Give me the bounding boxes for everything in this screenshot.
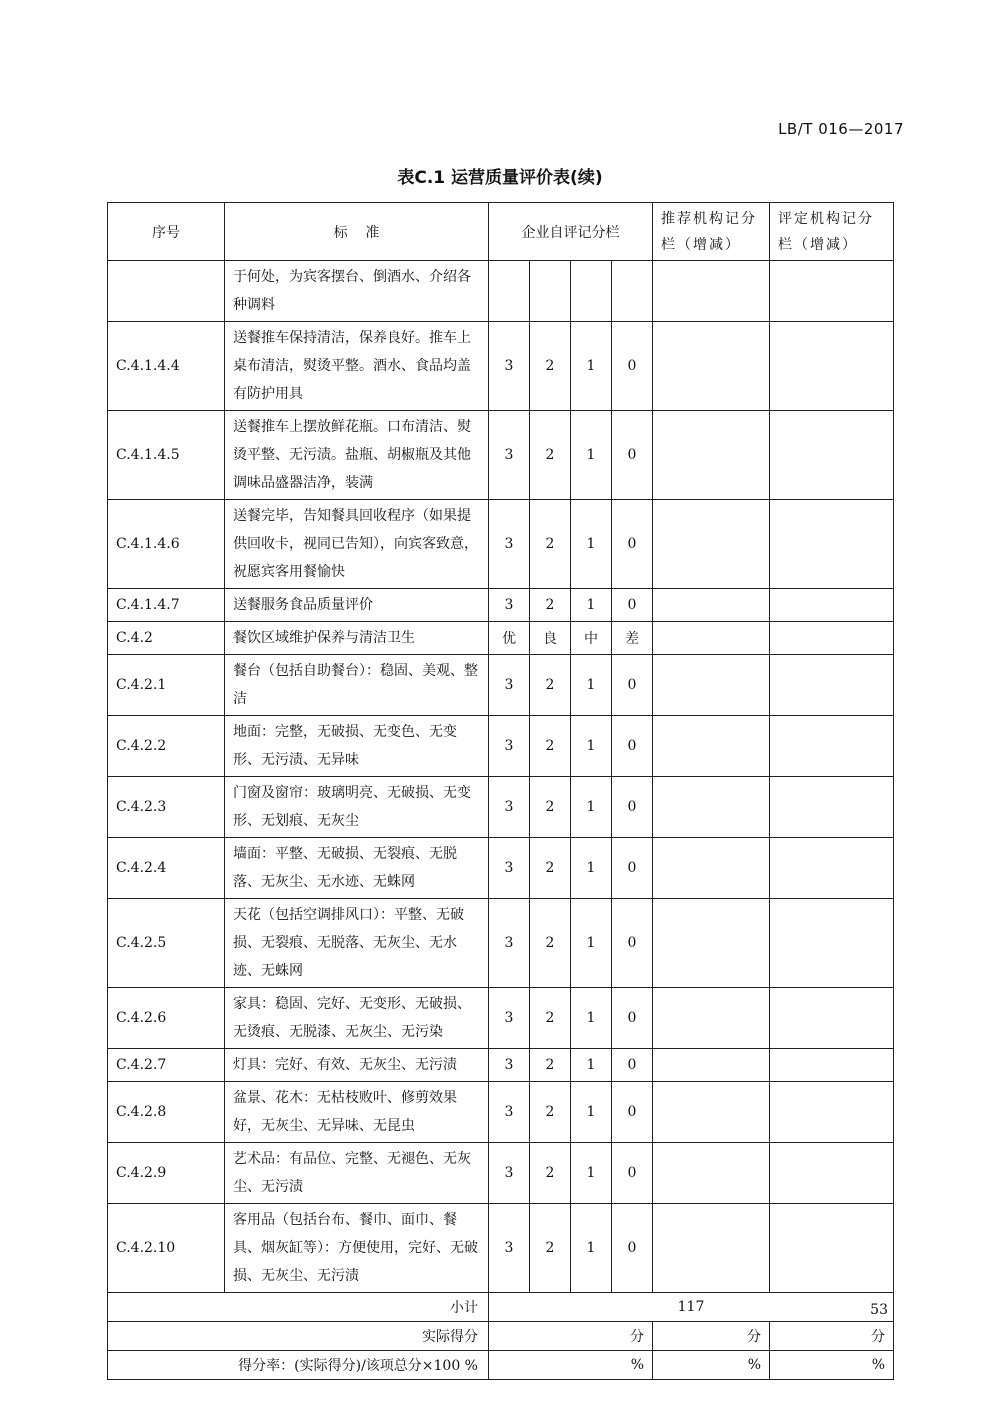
row-evaluate-score [770, 777, 894, 838]
header-evaluate: 评定机构记分栏（增减） [770, 203, 894, 261]
table-row [108, 500, 894, 589]
row-seq: C.4.2.2 [108, 716, 225, 777]
table-row [108, 988, 894, 1049]
row-recommend-score [653, 655, 770, 716]
row-score-1: 3 [489, 716, 530, 777]
row-recommend-score [653, 589, 770, 622]
row-score-1 [489, 261, 530, 322]
row-recommend-score [653, 838, 770, 899]
table-row [108, 261, 894, 322]
row-score-3: 1 [571, 1049, 612, 1082]
row-score-4: 0 [612, 411, 653, 500]
row-evaluate-score [770, 1082, 894, 1143]
row-score-3: 1 [571, 500, 612, 589]
row-score-3 [571, 261, 612, 322]
row-standard-text: 墙面：平整、无破损、无裂痕、无脱落、无灰尘、无水迹、无蛛网 [225, 838, 489, 899]
row-score-2: 2 [530, 500, 571, 589]
row-seq: C.4.2.6 [108, 988, 225, 1049]
score-rate-label: 得分率：(实际得分)/该项总分×100 % [108, 1351, 489, 1380]
row-seq: C.4.2.9 [108, 1143, 225, 1204]
table-row [108, 1049, 894, 1082]
row-score-4: 0 [612, 899, 653, 988]
row-evaluate-score [770, 622, 894, 655]
subtotal-label: 小计 [108, 1293, 489, 1322]
row-seq: C.4.2.5 [108, 899, 225, 988]
row-seq [108, 261, 225, 322]
row-score-2: 2 [530, 716, 571, 777]
row-recommend-score [653, 322, 770, 411]
row-score-2: 2 [530, 899, 571, 988]
table-row [108, 777, 894, 838]
page-number: 53 [870, 1302, 888, 1318]
row-score-3: 1 [571, 777, 612, 838]
actual-score-row [108, 1322, 894, 1351]
row-evaluate-score [770, 1049, 894, 1082]
row-score-3: 1 [571, 1082, 612, 1143]
row-seq: C.4.1.4.4 [108, 322, 225, 411]
row-score-4: 0 [612, 777, 653, 838]
row-score-3: 1 [571, 1204, 612, 1293]
row-score-4: 0 [612, 655, 653, 716]
row-evaluate-score [770, 716, 894, 777]
row-standard-text: 盆景、花木：无枯枝败叶、修剪效果好，无灰尘、无异味、无昆虫 [225, 1082, 489, 1143]
row-score-2: 2 [530, 589, 571, 622]
actual-score-self: 分 [489, 1322, 653, 1351]
row-score-4: 0 [612, 589, 653, 622]
row-recommend-score [653, 777, 770, 838]
row-standard-text: 家具：稳固、完好、无变形、无破损、无烫痕、无脱漆、无灰尘、无污染 [225, 988, 489, 1049]
row-standard-text: 送餐服务食品质量评价 [225, 589, 489, 622]
row-score-2: 2 [530, 411, 571, 500]
row-score-1: 3 [489, 655, 530, 716]
row-standard-text: 餐台（包括自助餐台）：稳固、美观、整洁 [225, 655, 489, 716]
row-score-1: 优 [489, 622, 530, 655]
row-standard-text: 地面：完整，无破损、无变色、无变形、无污渍、无异味 [225, 716, 489, 777]
row-score-3: 1 [571, 716, 612, 777]
row-recommend-score [653, 1049, 770, 1082]
row-score-4: 0 [612, 500, 653, 589]
row-evaluate-score [770, 1143, 894, 1204]
row-score-2: 2 [530, 1049, 571, 1082]
row-standard-text: 餐饮区域维护保养与清洁卫生 [225, 622, 489, 655]
row-score-3: 1 [571, 988, 612, 1049]
row-seq: C.4.1.4.7 [108, 589, 225, 622]
row-recommend-score [653, 1143, 770, 1204]
row-seq: C.4.2.7 [108, 1049, 225, 1082]
row-score-3: 1 [571, 838, 612, 899]
row-standard-text: 客用品（包括台布、餐巾、面巾、餐具、烟灰缸等）：方便使用，完好、无破损、无灰尘、无污渍 [225, 1204, 489, 1293]
row-evaluate-score [770, 589, 894, 622]
row-evaluate-score [770, 322, 894, 411]
row-seq: C.4.2.8 [108, 1082, 225, 1143]
row-recommend-score [653, 500, 770, 589]
row-evaluate-score [770, 500, 894, 589]
row-score-4: 差 [612, 622, 653, 655]
table-row [108, 899, 894, 988]
table-body [108, 261, 894, 1293]
row-score-2: 2 [530, 1143, 571, 1204]
header-self-eval: 企业自评记分栏 [489, 203, 653, 261]
row-score-4: 0 [612, 716, 653, 777]
row-score-1: 3 [489, 1143, 530, 1204]
row-score-2: 2 [530, 777, 571, 838]
table-row [108, 1143, 894, 1204]
row-evaluate-score [770, 411, 894, 500]
row-recommend-score [653, 899, 770, 988]
row-standard-text: 送餐完毕，告知餐具回收程序（如果提供回收卡，视同已告知），向宾客致意，祝愿宾客用餐愉快 [225, 500, 489, 589]
table-row [108, 322, 894, 411]
table-header-row [108, 203, 894, 261]
row-seq: C.4.1.4.6 [108, 500, 225, 589]
row-score-4: 0 [612, 1049, 653, 1082]
score-rate-recommend: % [653, 1351, 770, 1380]
row-standard-text: 天花（包括空调排风口）：平整、无破损、无裂痕、无脱落、无灰尘、无水迹、无蛛网 [225, 899, 489, 988]
row-seq: C.4.2.1 [108, 655, 225, 716]
row-score-1: 3 [489, 500, 530, 589]
row-standard-text: 送餐推车保持清洁，保养良好。推车上桌布清洁，熨烫平整。酒水、食品均盖有防护用具 [225, 322, 489, 411]
row-evaluate-score [770, 988, 894, 1049]
row-score-4: 0 [612, 322, 653, 411]
header-recommend: 推荐机构记分栏（增减） [653, 203, 770, 261]
evaluation-table [107, 202, 894, 1380]
row-score-2: 2 [530, 322, 571, 411]
header-seq: 序号 [108, 203, 225, 261]
row-recommend-score [653, 1082, 770, 1143]
row-score-2: 2 [530, 838, 571, 899]
row-seq: C.4.2.4 [108, 838, 225, 899]
row-recommend-score [653, 1204, 770, 1293]
table-row [108, 411, 894, 500]
row-recommend-score [653, 261, 770, 322]
row-score-2: 良 [530, 622, 571, 655]
row-score-3: 1 [571, 655, 612, 716]
table-row [108, 838, 894, 899]
header-standard: 标 准 [225, 203, 489, 261]
row-score-3: 1 [571, 1143, 612, 1204]
row-score-4: 0 [612, 1143, 653, 1204]
row-evaluate-score [770, 261, 894, 322]
row-score-2: 2 [530, 655, 571, 716]
row-standard-text: 门窗及窗帘：玻璃明亮、无破损、无变形、无划痕、无灰尘 [225, 777, 489, 838]
table-row [108, 1082, 894, 1143]
row-score-3: 1 [571, 411, 612, 500]
row-evaluate-score [770, 838, 894, 899]
subtotal-row [108, 1293, 894, 1322]
standard-code: LB/T 016—2017 [778, 120, 904, 138]
row-score-4: 0 [612, 838, 653, 899]
score-rate-self: % [489, 1351, 653, 1380]
row-seq: C.4.1.4.5 [108, 411, 225, 500]
row-score-3: 中 [571, 622, 612, 655]
table-row [108, 716, 894, 777]
row-score-1: 3 [489, 1204, 530, 1293]
score-rate-row [108, 1351, 894, 1380]
row-standard-text: 送餐推车上摆放鲜花瓶。口布清洁、熨烫平整、无污渍。盐瓶、胡椒瓶及其他调味品盛器洁净，装满 [225, 411, 489, 500]
row-seq: C.4.2.3 [108, 777, 225, 838]
row-recommend-score [653, 988, 770, 1049]
table-row [108, 655, 894, 716]
row-score-4: 0 [612, 1082, 653, 1143]
subtotal-value: 117 [489, 1293, 894, 1322]
row-score-1: 3 [489, 411, 530, 500]
actual-score-recommend: 分 [653, 1322, 770, 1351]
row-score-1: 3 [489, 589, 530, 622]
row-score-1: 3 [489, 838, 530, 899]
row-standard-text: 艺术品：有品位、完整、无褪色、无灰尘、无污渍 [225, 1143, 489, 1204]
row-seq: C.4.2 [108, 622, 225, 655]
row-score-2: 2 [530, 1082, 571, 1143]
table-row [108, 622, 894, 655]
row-score-4 [612, 261, 653, 322]
row-recommend-score [653, 716, 770, 777]
row-standard-text: 灯具：完好、有效、无灰尘、无污渍 [225, 1049, 489, 1082]
row-score-1: 3 [489, 1082, 530, 1143]
row-score-1: 3 [489, 322, 530, 411]
table-row [108, 1204, 894, 1293]
row-score-3: 1 [571, 899, 612, 988]
table-title: 表C.1 运营质量评价表(续) [397, 168, 603, 188]
row-seq: C.4.2.10 [108, 1204, 225, 1293]
row-score-1: 3 [489, 777, 530, 838]
row-standard-text: 于何处，为宾客摆台、倒酒水、介绍各种调料 [225, 261, 489, 322]
row-score-2: 2 [530, 988, 571, 1049]
row-recommend-score [653, 411, 770, 500]
actual-score-label: 实际得分 [108, 1322, 489, 1351]
actual-score-evaluate: 分 [770, 1322, 894, 1351]
row-score-1: 3 [489, 988, 530, 1049]
row-score-2 [530, 261, 571, 322]
row-score-1: 3 [489, 1049, 530, 1082]
row-evaluate-score [770, 1204, 894, 1293]
row-score-2: 2 [530, 1204, 571, 1293]
score-rate-evaluate: % [770, 1351, 894, 1380]
table-row [108, 589, 894, 622]
row-evaluate-score [770, 655, 894, 716]
row-evaluate-score [770, 899, 894, 988]
row-score-4: 0 [612, 988, 653, 1049]
row-score-3: 1 [571, 589, 612, 622]
row-recommend-score [653, 622, 770, 655]
row-score-4: 0 [612, 1204, 653, 1293]
row-score-3: 1 [571, 322, 612, 411]
row-score-1: 3 [489, 899, 530, 988]
